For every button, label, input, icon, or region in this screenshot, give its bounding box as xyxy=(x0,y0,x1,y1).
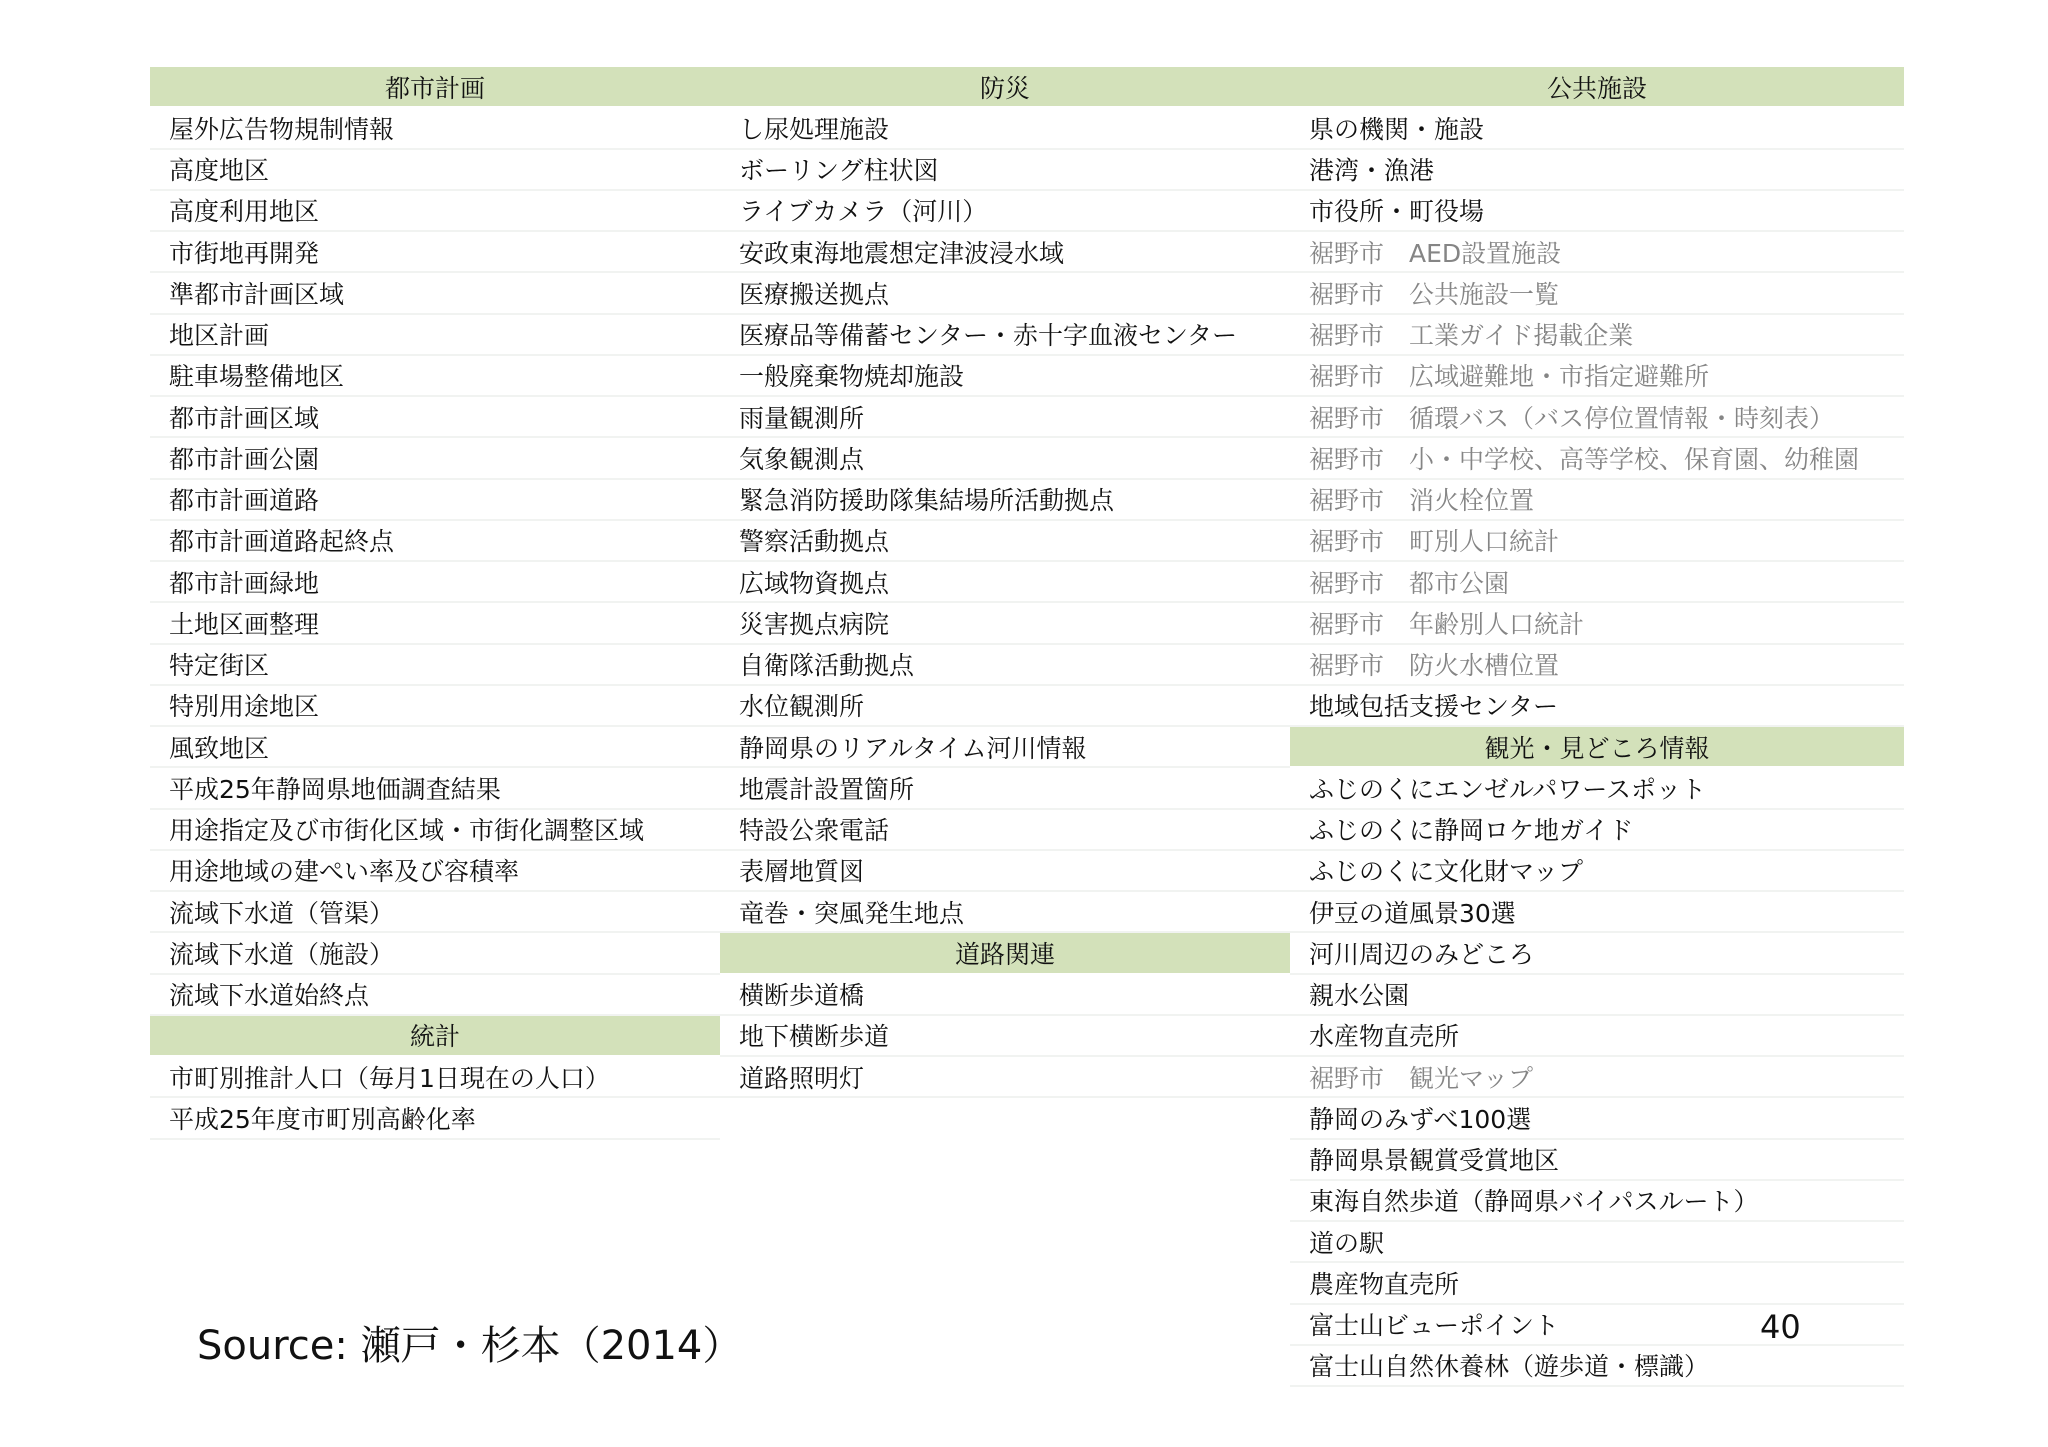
dataset-item: し尿処理施設 xyxy=(720,108,1290,149)
dataset-item: 県の機関・施設 xyxy=(1290,108,1904,149)
dataset-item: ふじのくに静岡ロケ地ガイド xyxy=(1290,810,1904,851)
dataset-item: 裾野市 AED設置施設 xyxy=(1290,232,1904,273)
dataset-item: 土地区画整理 xyxy=(150,603,720,644)
dataset-item: 準都市計画区域 xyxy=(150,273,720,314)
dataset-item: 気象観測点 xyxy=(720,438,1290,479)
dataset-item: 裾野市 広域避難地・市指定避難所 xyxy=(1290,356,1904,397)
dataset-item: 緊急消防援助隊集結場所活動拠点 xyxy=(720,480,1290,521)
dataset-item: 裾野市 町別人口統計 xyxy=(1290,521,1904,562)
dataset-item: 裾野市 都市公園 xyxy=(1290,562,1904,603)
dataset-item: 屋外広告物規制情報 xyxy=(150,108,720,149)
dataset-item: 道路照明灯 xyxy=(720,1057,1290,1098)
dataset-item: 一般廃棄物焼却施設 xyxy=(720,356,1290,397)
dataset-item: 風致地区 xyxy=(150,727,720,768)
dataset-item: 市役所・町役場 xyxy=(1290,191,1904,232)
dataset-item: 都市計画道路 xyxy=(150,480,720,521)
dataset-item: 地区計画 xyxy=(150,315,720,356)
dataset-item: 竜巻・突風発生地点 xyxy=(720,892,1290,933)
dataset-item: 市町別推計人口（毎月1日現在の人口） xyxy=(150,1057,720,1098)
dataset-item: 表層地質図 xyxy=(720,851,1290,892)
dataset-item: 静岡県のリアルタイム河川情報 xyxy=(720,727,1290,768)
dataset-item: 用途地域の建ぺい率及び容積率 xyxy=(150,851,720,892)
dataset-item: 警察活動拠点 xyxy=(720,521,1290,562)
dataset-item: 東海自然歩道（静岡県バイパスルート） xyxy=(1290,1181,1904,1222)
dataset-item: 裾野市 消火栓位置 xyxy=(1290,480,1904,521)
dataset-item: 駐車場整備地区 xyxy=(150,356,720,397)
dataset-item: 親水公園 xyxy=(1290,975,1904,1016)
dataset-item: 富士山ビューポイント xyxy=(1290,1305,1904,1346)
dataset-item: 地域包括支援センター xyxy=(1290,686,1904,727)
dataset-item: 災害拠点病院 xyxy=(720,603,1290,644)
dataset-item: ふじのくに文化財マップ xyxy=(1290,851,1904,892)
dataset-item: 地下横断歩道 xyxy=(720,1016,1290,1057)
dataset-item: 広域物資拠点 xyxy=(720,562,1290,603)
dataset-item: 雨量観測所 xyxy=(720,397,1290,438)
dataset-item: 農産物直売所 xyxy=(1290,1263,1904,1304)
dataset-item: 裾野市 公共施設一覧 xyxy=(1290,273,1904,314)
dataset-item: 都市計画区域 xyxy=(150,397,720,438)
dataset-item: 自衛隊活動拠点 xyxy=(720,645,1290,686)
dataset-item: 裾野市 小・中学校、高等学校、保育園、幼稚園 xyxy=(1290,438,1904,479)
dataset-item: 港湾・漁港 xyxy=(1290,150,1904,191)
dataset-item: 河川周辺のみどころ xyxy=(1290,933,1904,974)
dataset-item: 高度利用地区 xyxy=(150,191,720,232)
dataset-item: 富士山自然休養林（遊歩道・標識） xyxy=(1290,1346,1904,1387)
dataset-item: ふじのくにエンゼルパワースポット xyxy=(1290,768,1904,809)
dataset-item: 道の駅 xyxy=(1290,1222,1904,1263)
section-header: 道路関連 xyxy=(720,933,1290,974)
dataset-item: 流域下水道（管渠） xyxy=(150,892,720,933)
dataset-item: 特別用途地区 xyxy=(150,686,720,727)
dataset-item: 横断歩道橋 xyxy=(720,975,1290,1016)
dataset-item: 裾野市 年齢別人口統計 xyxy=(1290,603,1904,644)
dataset-item: 医療品等備蓄センター・赤十字血液センター xyxy=(720,315,1290,356)
dataset-item: 医療搬送拠点 xyxy=(720,273,1290,314)
dataset-item: 静岡県景観賞受賞地区 xyxy=(1290,1140,1904,1181)
dataset-item: 水産物直売所 xyxy=(1290,1016,1904,1057)
dataset-item: 都市計画緑地 xyxy=(150,562,720,603)
dataset-item: 静岡のみずべ100選 xyxy=(1290,1098,1904,1139)
dataset-item: 裾野市 循環バス（バス停位置情報・時刻表） xyxy=(1290,397,1904,438)
dataset-item: 用途指定及び市街化区域・市街化調整区域 xyxy=(150,810,720,851)
dataset-item: 伊豆の道風景30選 xyxy=(1290,892,1904,933)
section-header: 都市計画 xyxy=(150,67,720,108)
column-public-facilities xyxy=(1290,67,1904,1387)
dataset-item: 裾野市 観光マップ xyxy=(1290,1057,1904,1098)
dataset-item: ボーリング柱状図 xyxy=(720,150,1290,191)
dataset-item: 特定街区 xyxy=(150,645,720,686)
dataset-item: 都市計画道路起終点 xyxy=(150,521,720,562)
column-disaster-prevention xyxy=(720,67,1290,1098)
dataset-item: 流域下水道始終点 xyxy=(150,975,720,1016)
dataset-item: ライブカメラ（河川） xyxy=(720,191,1290,232)
dataset-item: 安政東海地震想定津波浸水域 xyxy=(720,232,1290,273)
dataset-item: 高度地区 xyxy=(150,150,720,191)
section-header: 公共施設 xyxy=(1290,67,1904,108)
source-citation: Source: 瀬戸・杉本（2014） xyxy=(197,1323,743,1369)
dataset-item: 平成25年度市町別高齢化率 xyxy=(150,1098,720,1139)
section-header: 防災 xyxy=(720,67,1290,108)
dataset-item: 市街地再開発 xyxy=(150,232,720,273)
dataset-item: 平成25年静岡県地価調査結果 xyxy=(150,768,720,809)
dataset-item: 水位観測所 xyxy=(720,686,1290,727)
dataset-item: 都市計画公園 xyxy=(150,438,720,479)
dataset-item: 裾野市 工業ガイド掲載企業 xyxy=(1290,315,1904,356)
dataset-item: 特設公衆電話 xyxy=(720,810,1290,851)
section-header: 観光・見どころ情報 xyxy=(1290,727,1904,768)
dataset-item: 流域下水道（施設） xyxy=(150,933,720,974)
page-number: 40 xyxy=(1760,1308,1801,1346)
dataset-item: 裾野市 防火水槽位置 xyxy=(1290,645,1904,686)
dataset-item: 地震計設置箇所 xyxy=(720,768,1290,809)
column-urban-planning xyxy=(150,67,720,1140)
section-header: 統計 xyxy=(150,1016,720,1057)
